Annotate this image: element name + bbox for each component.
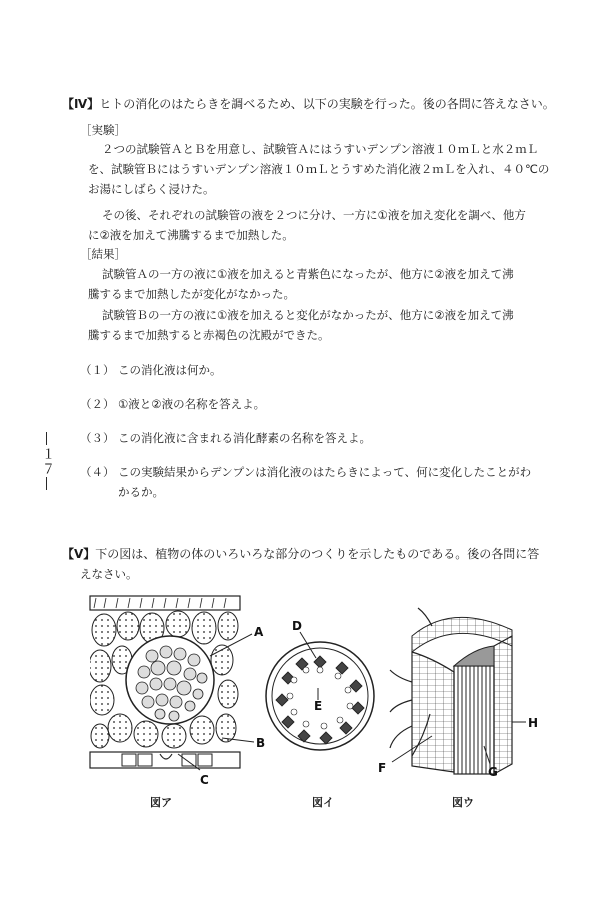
experiment-line-2: を、試験管Ｂにはうすいデンプン溶液１０ｍＬとうすめた消化液２ｍＬを入れ、４０℃の <box>88 162 550 176</box>
question-text: この消化液は何か。 <box>118 363 222 377</box>
question-2 <box>80 396 265 412</box>
caption-figure-i: 図イ <box>312 796 334 809</box>
question-4 <box>80 464 531 480</box>
result-line-1: 試験管Ａの一方の液に①液を加えると青紫色になったが、他方に②液を加えて沸 <box>102 267 514 281</box>
section4-marker: 【Ⅳ】 <box>62 97 100 111</box>
section5-heading <box>62 546 539 562</box>
question-number: （４） <box>80 465 115 479</box>
section4-heading <box>62 96 555 112</box>
question-3 <box>80 430 371 446</box>
question-number: （３） <box>80 431 115 445</box>
label-h: H <box>528 716 539 730</box>
label-c: C <box>200 773 209 787</box>
label-a: A <box>254 625 264 639</box>
label-e: E <box>314 699 323 713</box>
caption-figure-a: 図ア <box>150 796 172 809</box>
section5-intro-line-2: えなさい。 <box>80 567 138 581</box>
label-f: F <box>378 761 387 775</box>
result-line-4: 騰するまで加熱すると赤褐色の沈殿ができた。 <box>88 328 330 342</box>
question-text: この消化液に含まれる消化酵素の名称を答えよ。 <box>118 431 371 445</box>
section4-intro: ヒトの消化のはたらきを調べるため、以下の実験を行った。後の各問に答えなさい。 <box>99 97 555 111</box>
figure-i-diagram <box>262 612 382 772</box>
experiment-line-1: ２つの試験管ＡとＢを用意し、試験管Ａにはうすいデンプン溶液１０ｍＬと水２ｍＬ <box>102 142 539 156</box>
experiment-line-4: その後、それぞれの試験管の液を２つに分け、一方に①液を加え変化を調べ、他方 <box>102 208 526 222</box>
figure-u-diagram <box>372 596 552 786</box>
experiment-line-3: お湯にしばらく浸けた。 <box>88 182 215 196</box>
question-number: （１） <box>80 363 115 377</box>
label-g: G <box>488 765 498 779</box>
question-number: （２） <box>80 397 115 411</box>
question-text: ①液と②液の名称を答えよ。 <box>118 397 266 411</box>
label-b: B <box>256 736 266 750</box>
result-line-3: 試験管Ｂの一方の液に①液を加えると変化がなかったが、他方に②液を加えて沸 <box>102 308 514 322</box>
experiment-heading: ［実験］ <box>80 123 126 137</box>
question-text: この実験結果からデンプンは消化液のはたらきによって、何に変化したことがわ <box>118 465 532 479</box>
experiment-line-5: に②液を加えて沸騰するまで加熱した。 <box>88 228 294 242</box>
section5-intro-line-1: 下の図は、植物の体のいろいろな部分のつくりを示したものである。後の各問に答 <box>95 547 540 561</box>
result-line-2: 騰するまで加熱したが変化がなかった。 <box>88 287 295 301</box>
result-heading: ［結果］ <box>80 247 126 261</box>
section5-marker: 【Ⅴ】 <box>62 547 96 561</box>
figure-a-diagram <box>82 594 272 794</box>
label-d: D <box>292 619 302 633</box>
question-4-continued: かるか。 <box>118 485 164 499</box>
caption-figure-u: 図ウ <box>452 796 474 809</box>
page-number: ―１７― <box>39 432 54 492</box>
question-1 <box>80 362 222 378</box>
